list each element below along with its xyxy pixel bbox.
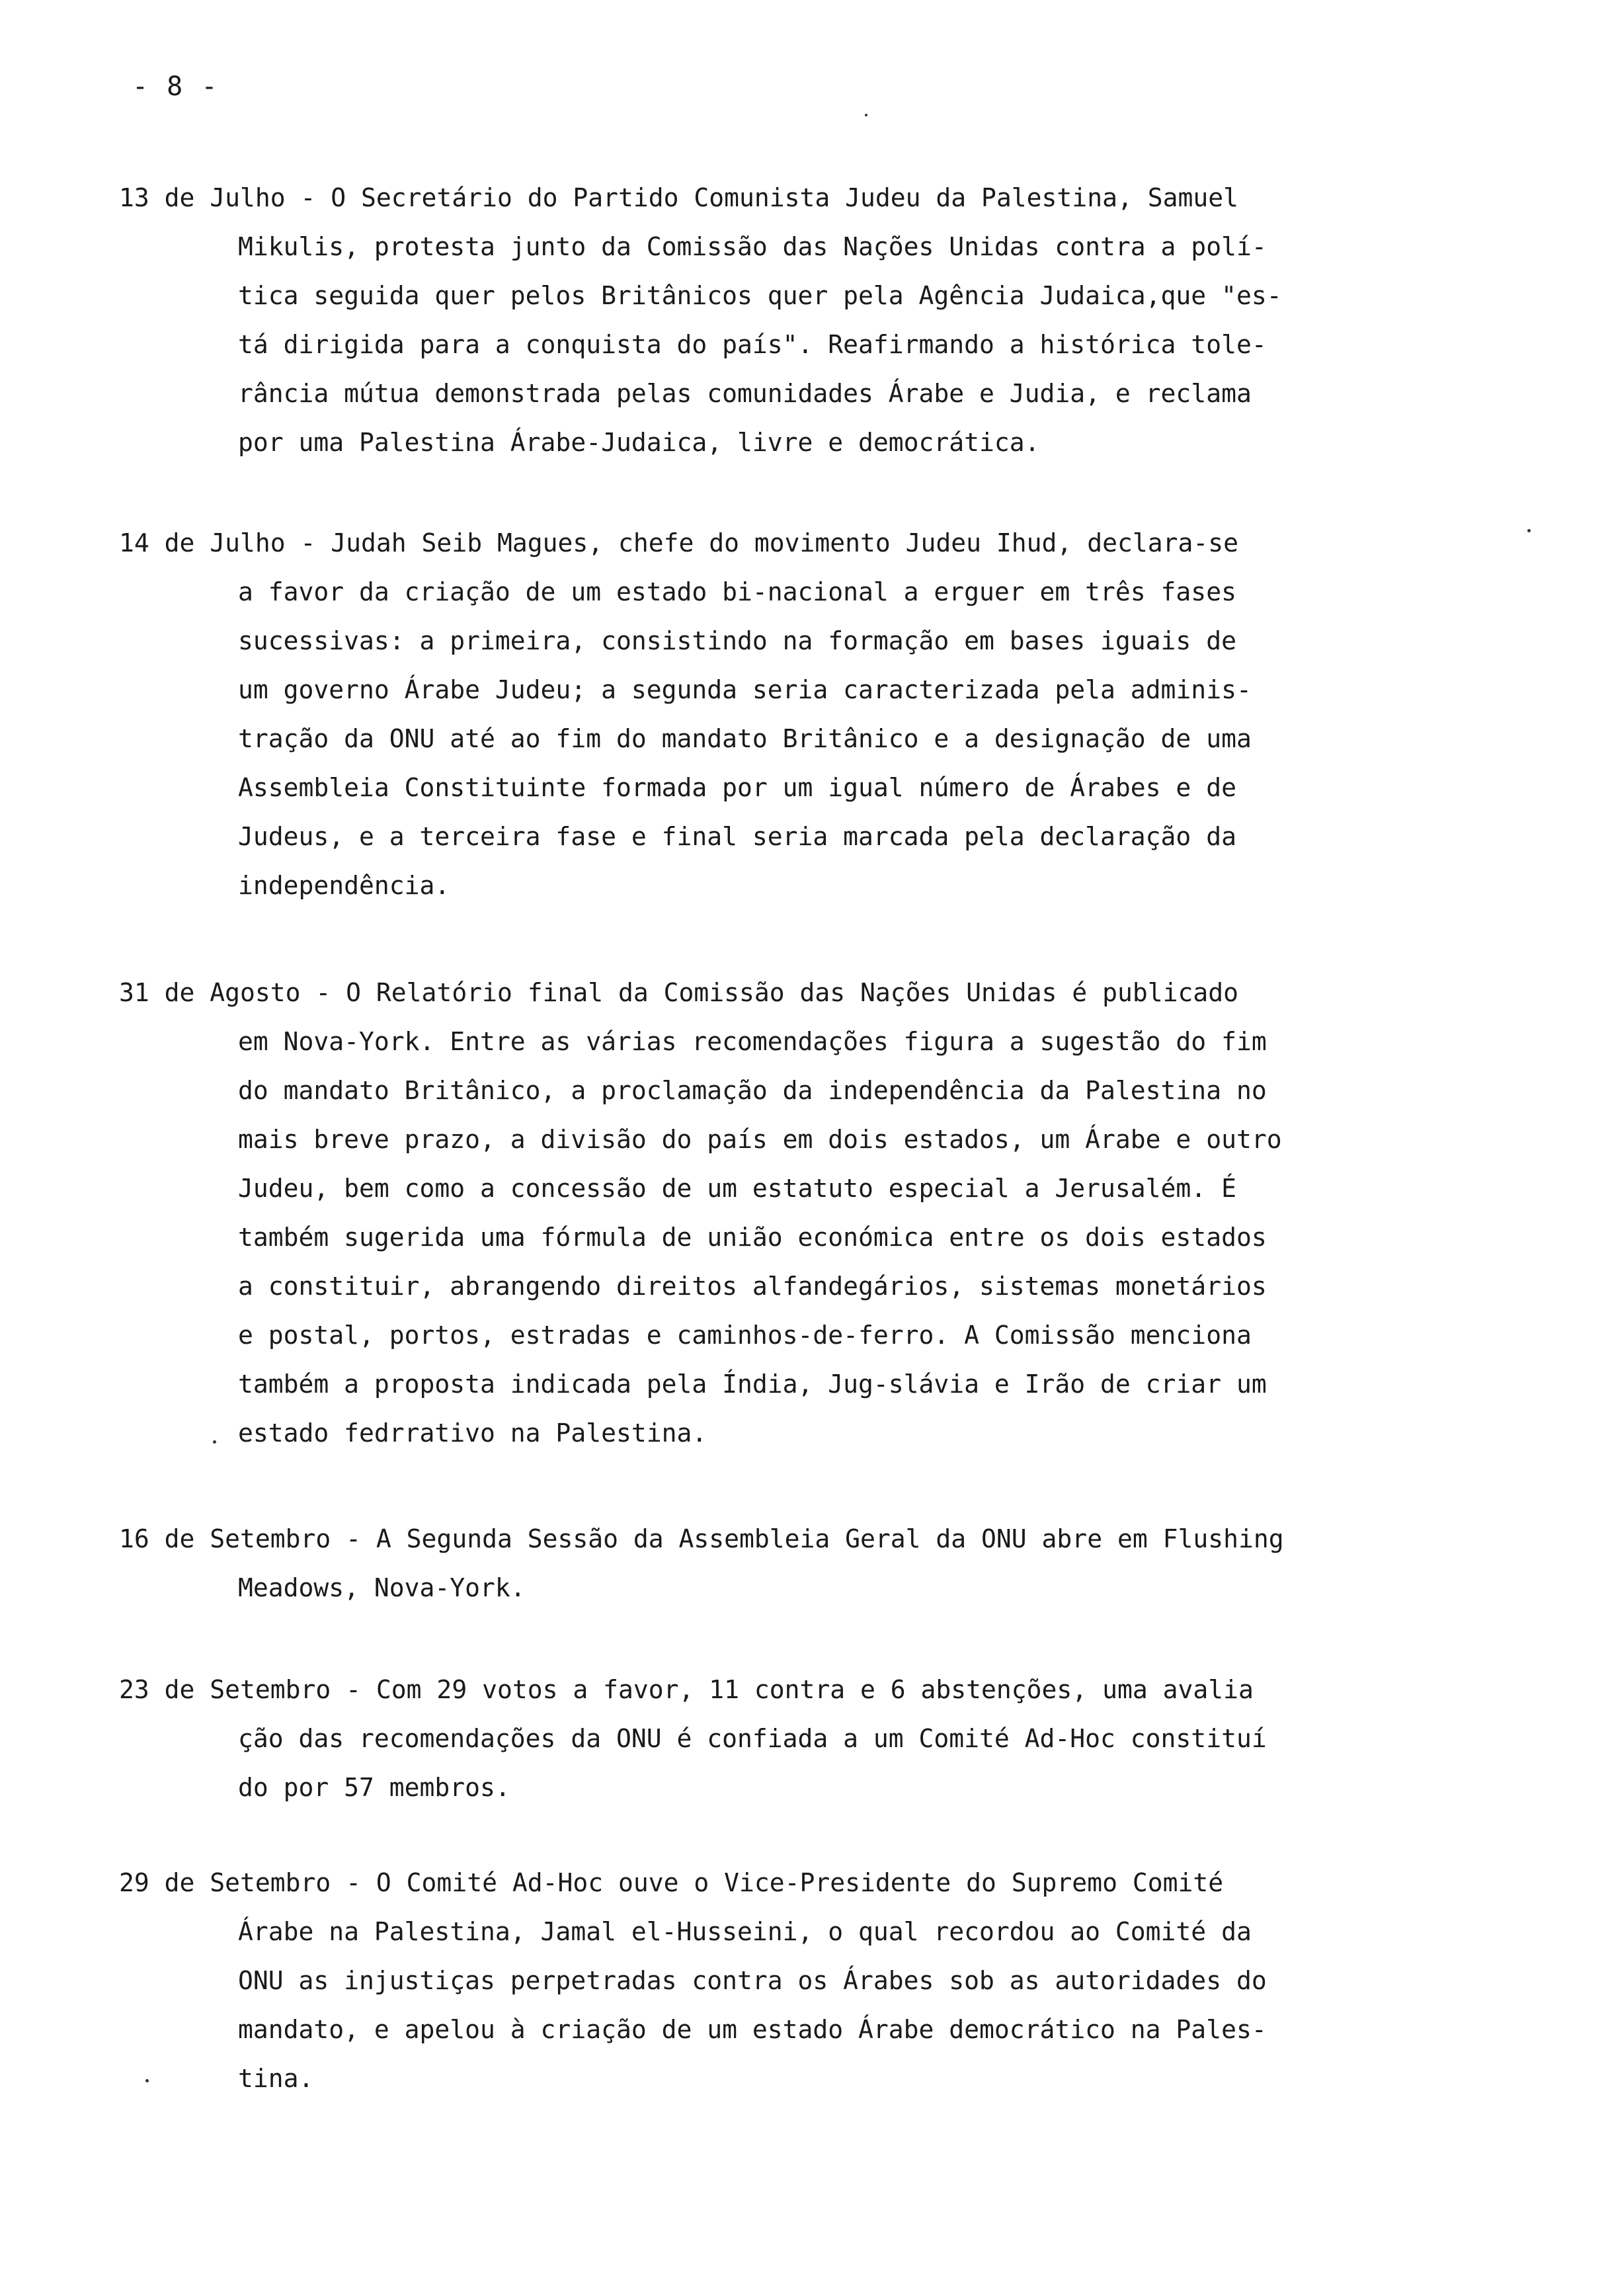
entry-line: Mikulis, protesta junto da Comissão das Nações Unidas contra a polí-: [238, 232, 1267, 261]
entry-line: estado fedrrativo na Palestina.: [238, 1418, 707, 1448]
entry-line: do por 57 membros.: [238, 1773, 510, 1802]
entry-line: tica seguida quer pelos Britânicos quer pela Agência Judaica,que "es-: [238, 281, 1282, 310]
entry-line: 31 de Agosto - O Relatório final da Comissão das Nações Unidas é publicado: [119, 978, 1238, 1007]
entry-line: 29 de Setembro - O Comité Ad-Hoc ouve o Vice-Presidente do Supremo Comité: [119, 1868, 1224, 1897]
chronology-entry: [119, 1665, 1415, 1812]
entry-line: Judeus, e a terceira fase e final seria marcada pela declaração da: [238, 822, 1236, 851]
entry-line: sucessivas: a primeira, consistindo na formação em bases iguais de: [238, 626, 1236, 655]
chronology-entry: [119, 173, 1415, 467]
entry-line: rância mútua demonstrada pelas comunidades Árabe e Judia, e reclama: [238, 379, 1252, 408]
entry-line: Assembleia Constituinte formada por um igual número de Árabes e de: [238, 773, 1236, 802]
chronology-entry: [119, 968, 1415, 1457]
entry-line: por uma Palestina Árabe-Judaica, livre e democrática.: [238, 428, 1040, 457]
entry-line: tina.: [238, 2064, 314, 2093]
entry-line: Judeu, bem como a concessão de um estatuto especial a Jerusalém. É: [238, 1174, 1236, 1203]
entry-line: ONU as injustiças perpetradas contra os Árabes sob as autoridades do: [238, 1966, 1267, 1995]
entry-line: e postal, portos, estradas e caminhos-de-ferro. A Comissão menciona: [238, 1321, 1252, 1350]
chronology-entry: [119, 1858, 1415, 2103]
scan-speck: [1527, 529, 1531, 532]
entry-line: a constituir, abrangendo direitos alfandegários, sistemas monetários: [238, 1272, 1267, 1301]
entry-line: também sugerida uma fórmula de união económica entre os dois estados: [238, 1223, 1267, 1252]
entry-line: também a proposta indicada pela Índia, Jug-slávia e Irão de criar um: [238, 1370, 1267, 1399]
entry-line: ção das recomendações da ONU é confiada a um Comité Ad-Hoc constituí: [238, 1724, 1267, 1753]
chronology-entry: [119, 1514, 1415, 1612]
entry-line: Meadows, Nova-York.: [238, 1573, 526, 1602]
entry-line: Árabe na Palestina, Jamal el-Husseini, o qual recordou ao Comité da: [238, 1917, 1252, 1946]
entry-line: mandato, e apelou à criação de um estado Árabe democrático na Pales-: [238, 2015, 1267, 2044]
chronology-entry: [119, 518, 1415, 910]
entry-line: 14 de Julho - Judah Seib Magues, chefe do movimento Judeu Ihud, declara-se: [119, 528, 1238, 557]
entry-line: mais breve prazo, a divisão do país em dois estados, um Árabe e outro: [238, 1125, 1282, 1154]
scan-speck: [865, 114, 867, 116]
page-number: - 8 -: [132, 71, 219, 102]
entry-line: tração da ONU até ao fim do mandato Britânico e a designação de uma: [238, 724, 1252, 753]
entry-line: 23 de Setembro - Com 29 votos a favor, 11 contra e 6 abstenções, uma avalia: [119, 1675, 1254, 1704]
entry-line: um governo Árabe Judeu; a segunda seria caracterizada pela adminis-: [238, 675, 1252, 704]
scan-speck: [145, 2079, 149, 2082]
entry-line: em Nova-York. Entre as várias recomendações figura a sugestão do fim: [238, 1027, 1267, 1056]
entry-line: a favor da criação de um estado bi-nacional a erguer em três fases: [238, 577, 1236, 606]
entry-line: 16 de Setembro - A Segunda Sessão da Assembleia Geral da ONU abre em Flushing: [119, 1524, 1284, 1553]
entry-line: 13 de Julho - O Secretário do Partido Comunista Judeu da Palestina, Samuel: [119, 183, 1238, 212]
entry-line: do mandato Britânico, a proclamação da independência da Palestina no: [238, 1076, 1267, 1105]
entry-line: independência.: [238, 871, 450, 900]
entry-line: tá dirigida para a conquista do país". Reafirmando a histórica tole-: [238, 330, 1267, 359]
scan-speck: [213, 1440, 216, 1444]
